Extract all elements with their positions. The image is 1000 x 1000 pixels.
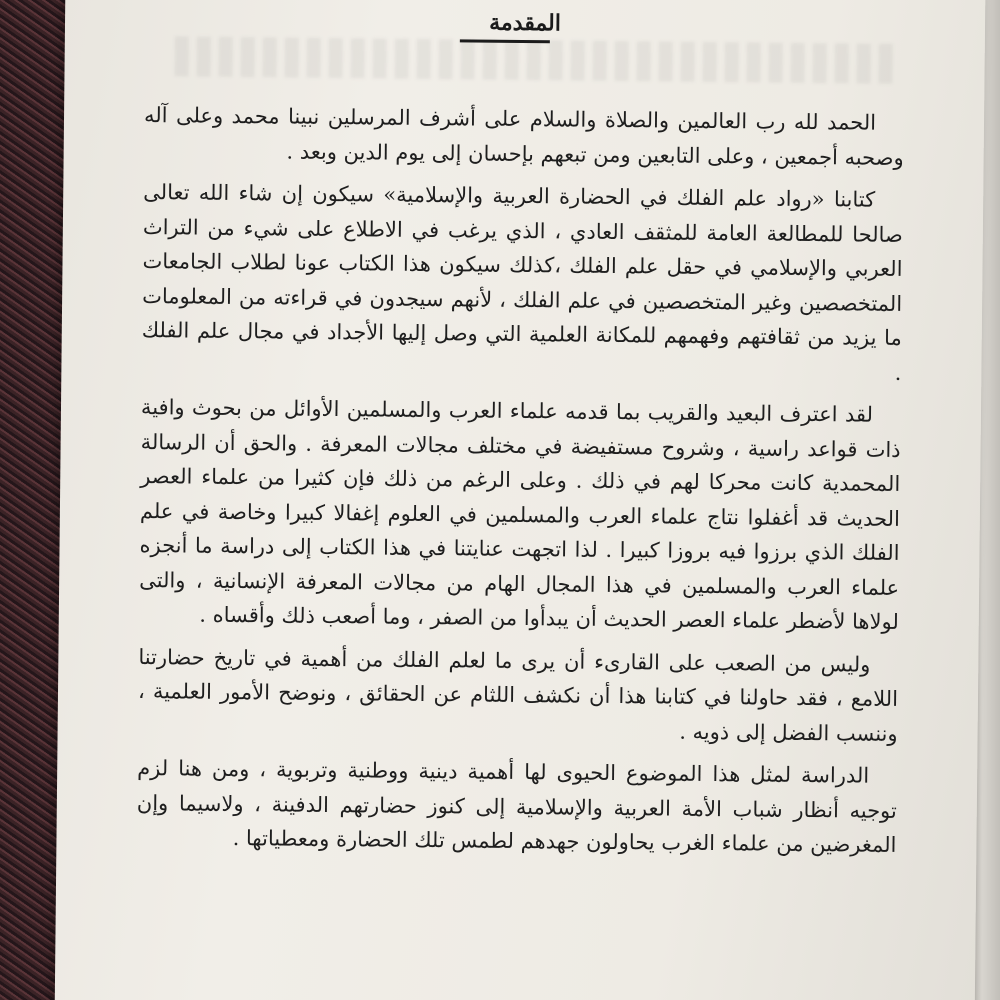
page-heading: المقدمة	[489, 9, 562, 37]
show-through-text	[174, 36, 894, 84]
paragraph: الدراسة لمثل هذا الموضوع الحيوى لها أهمية دينية ووطنية وتربوية ، ومن هنا لزم توجيه أنظار شباب الأمة العربية والإسلامية إلى كنوز حضارتهم الدفينة ، ولاسيما وإن المغرضين من علماء الغرب يحاولون جهدهم لطمس تلك الحضارة ومعطياتها .	[136, 756, 897, 857]
body-text	[136, 98, 904, 870]
book-page	[55, 0, 986, 1000]
paragraph: كتابنا «رواد علم الفلك في الحضارة العربية والإسلامية» سيكون إن شاء الله تعالى صالحا للمطالعة العامة للمثقف العادي ، الذي يرغب في الاطلاع على شيء من التراث العربي والإسلامي في حقل علم الفلك ،كذلك سيكون هذا الكتاب عونا لطلاب الجامعات المتخصصين وغير المتخصصين في علم الفلك ، لأنهم سيجدون في قراءته من المعلومات ما يزيد من ثقافتهم وفهمهم للمكانة العلمية التي وصل إليها الأجداد في مجال علم الفلك .	[141, 180, 903, 385]
paragraph: الحمد لله رب العالمين والصلاة والسلام على أشرف المرسلين نبينا محمد وعلى آله وصحبه أجمعين ، وعلى التابعين ومن تبعهم بإحسان إلى يوم الدين وبعد .	[143, 103, 904, 170]
paragraph: وليس من الصعب على القارىء أن يرى ما لعلم الفلك من أهمية في تاريخ حضارتنا اللامع ، فقد حاولنا في كتابنا هذا أن نكشف اللثام عن الحقائق ، ونوضح الأمور العلمية ، وننسب الفضل إلى ذويه .	[137, 644, 899, 746]
paragraph: لقد اعترف البعيد والقريب بما قدمه علماء العرب والمسلمين الأوائل من بحوث وافية ذات قواعد راسية ، وشروح مستفيضة في مختلف مجالات المعرفة . والحق أن الرسالة المحمدية كانت محركا لهم في ذلك . وعلى الرغم من ذلك فإن كثيرا من علماء العصر الحديث قد أغفلوا نتاج علماء العرب والمسلمين في العلوم إغفالا كبيرا وخاصة في علم الفلك الذي برزوا فيه بروزا كبيرا . لذا اتجهت عنايتنا في هذا الكتاب إلى دراسة ما أنجزه علماء العرب والمسلمين في هذا المجال الهام من مجالات المعرفة الإنسانية ، والتى لولاها لأضطر علماء العصر الحديث أن يبدأوا من الصفر ، وما أصعب ذلك وأقساه .	[139, 395, 901, 634]
